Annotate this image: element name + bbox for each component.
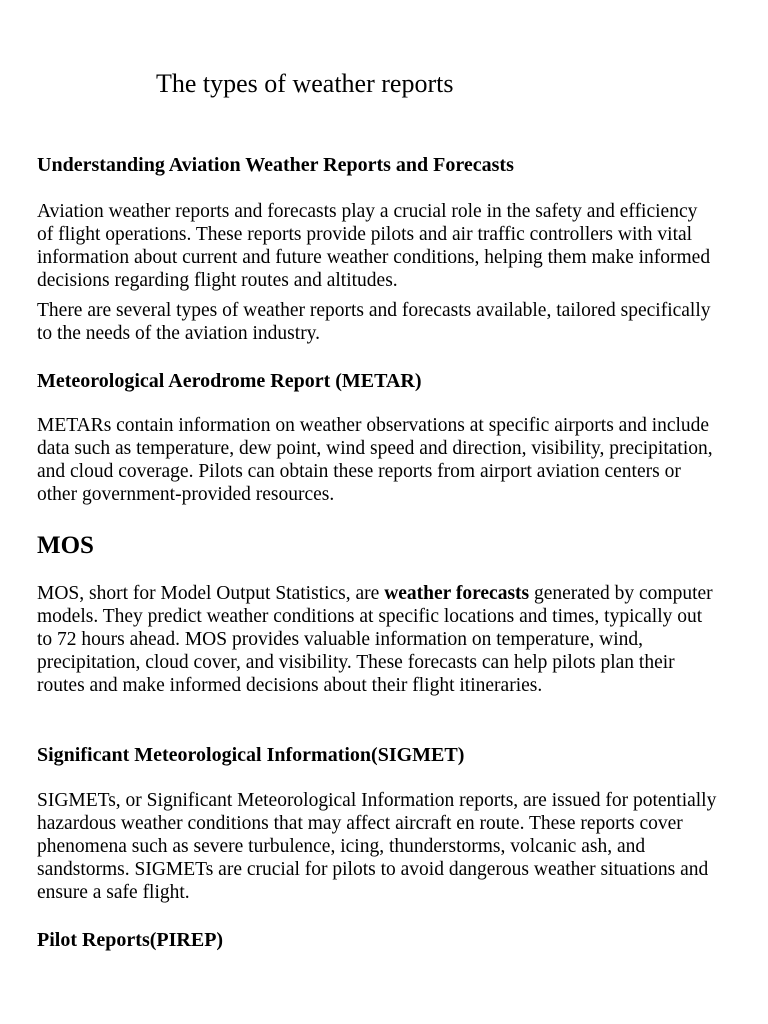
sigmet-body: SIGMETs, or Significant Meteorological Information reports, are issued for potentially hazardous weather conditions that may affect aircraft en route. These reports cover phenomena such as severe turbulence, icing, thunderstorms, volcanic ash, and sandstorms. SIGMETs are crucial for pilots to avoid dangerous weather situations and ensure a safe flight.	[37, 790, 717, 903]
mos-body-end: generated by computer models. They predict weather conditions at specific locations and times, typically out to 72 hours ahead. MOS provides valuable information on temperature, wind, precipitation, cloud cover, and visibility. These forecasts can help pilots plan their routes and make informed decisions about their flight itineraries.	[37, 583, 713, 696]
intro-paragraph-1: Aviation weather reports and forecasts play a crucial role in the safety and efficiency of flight operations. These reports provide pilots and air traffic controllers with vital information about current and future weather conditions, helping them make informed decisions regarding flight routes and altitudes.	[37, 201, 711, 291]
metar-body: METARs contain information on weather observations at specific airports and include data such as temperature, dew point, wind speed and direction, visibility, precipitation, and cloud coverage. Pilots can obtain these reports from airport aviation centers or other government-provided resources.	[37, 415, 713, 505]
document-title: The types of weather reports	[156, 69, 454, 98]
metar-heading: Meteorological Aerodrome Report (METAR)	[37, 370, 422, 392]
sigmet-heading: Significant Meteorological Information(SIGMET)	[37, 744, 465, 766]
mos-body	[37, 582, 717, 697]
mos-body-bold: weather forecasts	[384, 583, 530, 604]
mos-heading: MOS	[37, 532, 94, 559]
section-heading-understanding: Understanding Aviation Weather Reports and Forecasts	[37, 154, 514, 176]
mos-body-start: MOS, short for Model Output Statistics, are	[37, 583, 385, 604]
intro-paragraph-2: There are several types of weather reports and forecasts available, tailored specifically to the needs of the aviation industry.	[37, 300, 711, 344]
pirep-heading: Pilot Reports(PIREP)	[37, 929, 224, 951]
